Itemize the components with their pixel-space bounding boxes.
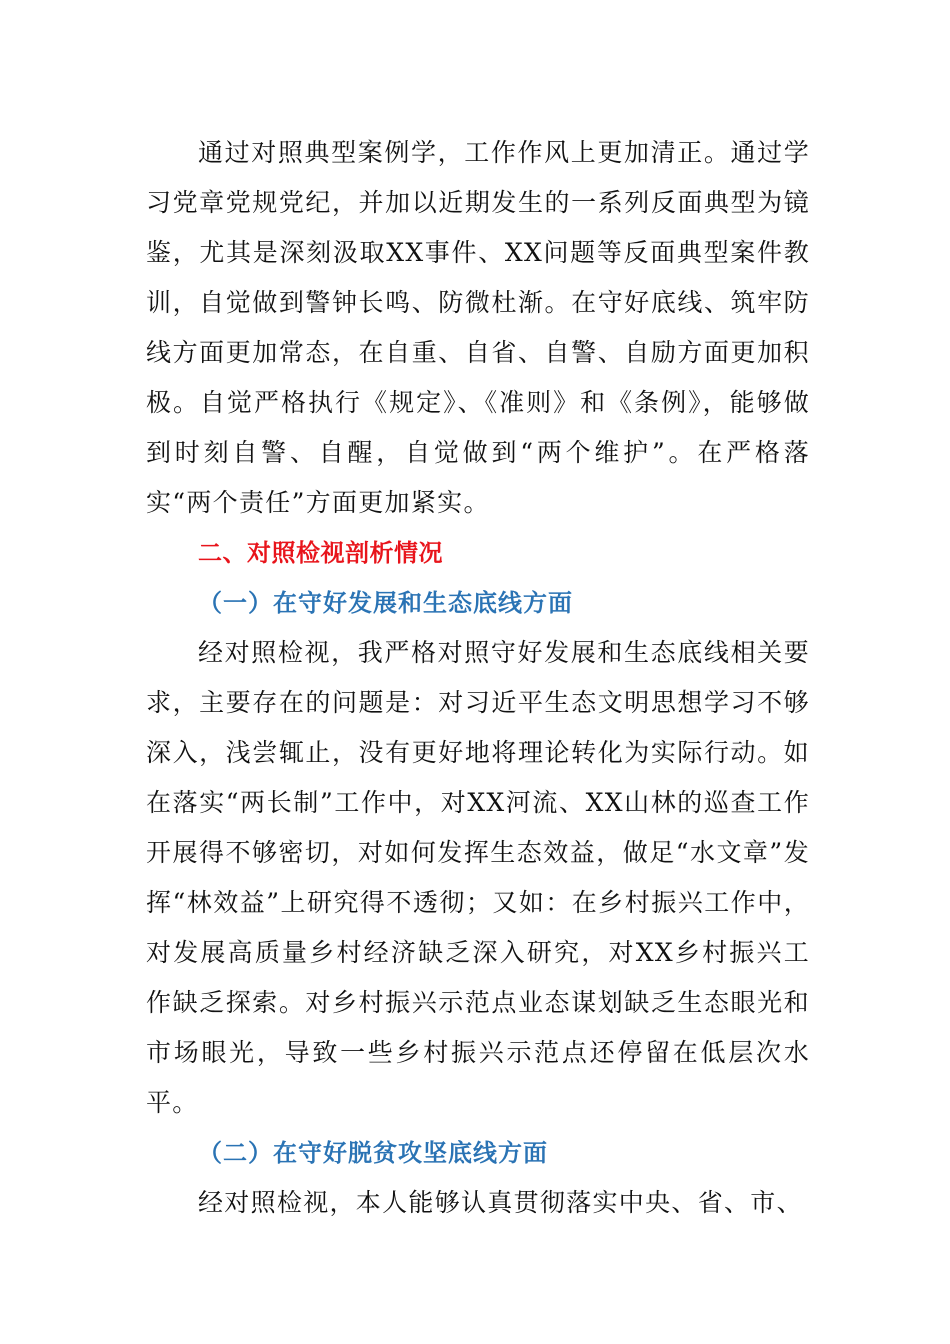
subsection-heading-2: （二）在守好脱贫攻坚底线方面 bbox=[198, 1138, 548, 1167]
body-paragraph-2: 经对照检视，我严格对照守好发展和生态底线相关要求，主要存在的问题是：对习近平生态文明思想学习不够深入，浅尝辄止，没有更好地将理论转化为实际行动。如在落实“两长制”工作中，对XX河流、XX山林的巡查工作开展得不够密切，对如何发挥生态效益，做足“水文章”发挥“林效益”上研究得不透彻；又如：在乡村振兴工作中，对发展高质量乡村经济缺乏深入研究，对XX乡村振兴工作缺乏探索。对乡村振兴示范点业态谋划缺乏生态眼光和市场眼光，导致一些乡村振兴示范点还停留在低层次水平。 bbox=[146, 638, 810, 1117]
subsection-heading-1: （一）在守好发展和生态底线方面 bbox=[198, 588, 573, 617]
document-body bbox=[146, 128, 810, 1228]
body-paragraph-3: 经对照检视，本人能够认真贯彻落实中央、省、市、 bbox=[198, 1188, 803, 1217]
body-paragraph-1: 通过对照典型案例学，工作作风上更加清正。通过学习党章党规党纪，并加以近期发生的一系列反面典型为镜鉴，尤其是深刻汲取XX事件、XX问题等反面典型案件教训，自觉做到警钟长鸣、防微杜渐。在守好底线、筑牢防线方面更加常态，在自重、自省、自警、自励方面更加积极。自觉严格执行《规定》、《准则》和《条例》，能够做到时刻自警、自醒，自觉做到“两个维护”。在严格落实“两个责任”方面更加紧实。 bbox=[146, 138, 810, 517]
section-heading: 二、对照检视剖析情况 bbox=[198, 539, 443, 567]
